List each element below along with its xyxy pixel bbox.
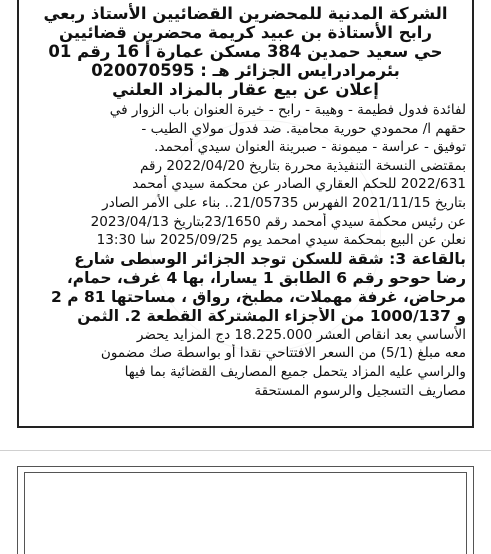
body-line: لفائدة فدول فطيمة - وهيبة - رابح - خيرة العنوان باب الزوار في [109,102,466,118]
body-line: بمقتضى النسخة التنفيذية محررة بتاريخ 2022/04/20 رقم [139,157,466,174]
body-line: بتاريخ 2021/11/15 الفهرس 21/05735.. بناء على الأمر الصادر [102,194,466,211]
page-divider [0,450,491,451]
body-line: معه مبلغ (5/1) من السعر الافتتاحي نقدا أو بواسطة صك مضمون [100,345,466,362]
header-line: الشركة المدنية للمحضرين القضائيين الأستاذ ربعي [43,4,448,23]
notice-header [25,4,466,99]
property-line: مرحاض، غرفة مهملات، مطبخ، رواق ، مساحتها 81 م 2 [51,287,466,306]
property-line: رضا حوحو رقم 6 الطابق 1 يسارا، بها 4 غرف، حمام، [66,268,466,287]
sale-date-line: نعلن عن البيع بمحكمة سيدي امحمد يوم 2025/09/25 سا 13:30 [96,232,466,249]
auction-notice [17,0,474,428]
price-line: الأساسي بعد انقاص العشر 18.225.000 دج المزايد يحضر [136,326,466,343]
header-line: رابح الأستاذة بن عبيد كريمة محضرين قضائيين [59,23,432,42]
property-line: و 1000/137 من الأجزاء المشتركة القطعة 2. الثمن [77,306,466,325]
body-line: والراسي عليه المزاد يتحمل جميع المصاريف القضائية بما فيها [124,363,466,380]
body-line: 2022/631 للحكم العقاري الصادر عن محكمة سيدي أمحمد [132,176,466,193]
notice-title: إعلان عن بيع عقار بالمزاد العلني [112,80,379,99]
body-line: توفيق - عراسة - ميمونة - صبرينة العنوان سيدي أمحمد. [154,139,466,156]
property-line: بالقاعة 3: شقة للسكن توجد الجزائر الوسطى شارع [74,249,466,268]
header-line: حي سعيد حمدين 384 مسكن عمارة أ 16 رقم 01 [48,42,443,61]
notice-body [25,101,466,400]
body-line: حقهم ا/ محمودي حورية محامية. ضد فدول مولاي الطيب - [141,120,466,137]
body-line: مصاريف التسجيل والرسوم المستحقة [254,382,466,399]
header-line: بئرمرادرايس الجزائر هـ : 020070595 [91,61,400,80]
body-line: عن رئيس محكمة سيدي أمحمد رقم 23/1650بتاريخ 2023/04/13 [90,213,466,230]
next-notice-inner-frame [24,472,467,554]
